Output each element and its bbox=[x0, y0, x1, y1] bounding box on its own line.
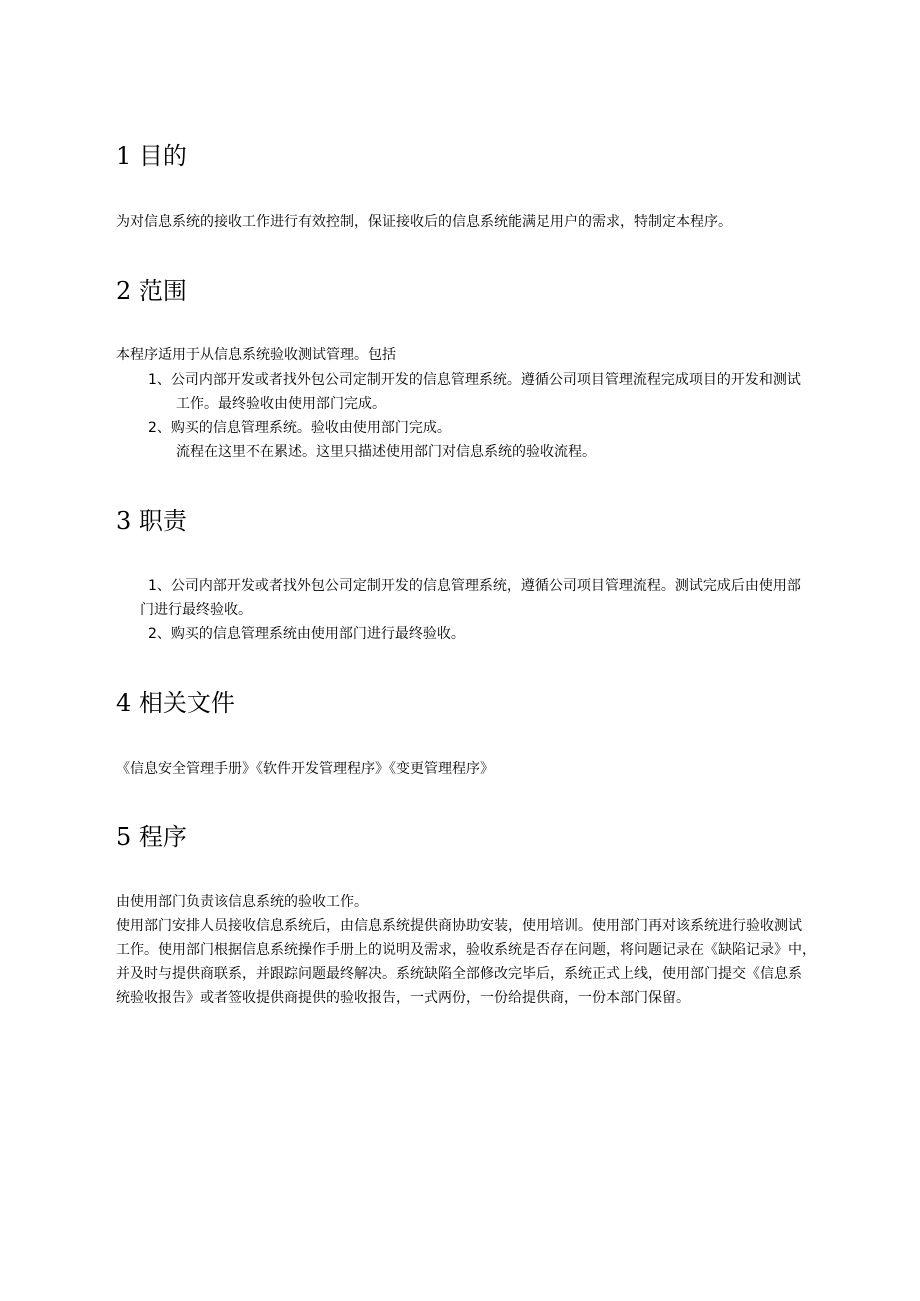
section-2-item-1-number: 1、 bbox=[148, 372, 171, 388]
section-5-line-1: 由使用部门负责该信息系统的验收工作。 bbox=[116, 894, 368, 910]
section-5-line-5: 统验收报告》或者签收提供商提供的验收报告，一式两份，一份给提供商，一份本部门保留。 bbox=[116, 990, 690, 1006]
section-5-heading: 5 程序 bbox=[116, 823, 187, 851]
section-2-heading: 2 范围 bbox=[116, 277, 187, 305]
section-2-item-1-text: 公司内部开发或者找外包公司定制开发的信息管理系统。遵循公司项目管理流程完成项目的开发和测试 bbox=[170, 372, 801, 388]
section-5-line-2: 使用部门安排人员接收信息系统后，由信息系统提供商协助安装，使用培训。使用部门再对该系统进行验收测试 bbox=[116, 918, 802, 934]
section-1-heading: 1 目的 bbox=[116, 142, 187, 170]
section-3-item-2-text: 购买的信息管理系统由使用部门进行最终验收。 bbox=[170, 626, 465, 642]
section-2-item-2-text: 购买的信息管理系统。验收由使用部门完成。 bbox=[170, 420, 451, 436]
section-3-item-1 bbox=[148, 574, 801, 598]
section-3-item-2-number: 2、 bbox=[148, 626, 171, 642]
section-1-text: 为对信息系统的接收工作进行有效控制，保证接收后的信息系统能满足用户的需求，特制定本程序。 bbox=[116, 214, 732, 230]
section-2-intro: 本程序适用于从信息系统验收测试管理。包括 bbox=[116, 347, 396, 363]
section-3-item-1-continuation: 门进行最终验收。 bbox=[140, 602, 252, 618]
section-2-note: 流程在这里不在累述。这里只描述使用部门对信息系统的验收流程。 bbox=[176, 444, 596, 460]
section-3-item-1-number: 1、 bbox=[148, 578, 171, 594]
section-3-item-2 bbox=[148, 622, 465, 646]
section-2-item-1-continuation: 工作。最终验收由使用部门完成。 bbox=[176, 396, 386, 412]
section-4-heading: 4 相关文件 bbox=[116, 689, 235, 717]
section-2-item-2 bbox=[148, 416, 451, 440]
section-2-item-2-number: 2、 bbox=[148, 420, 171, 436]
section-5-line-3: 工作。使用部门根据信息系统操作手册上的说明及需求，验收系统是否存在问题，将问题记录在《缺陷记录》中， bbox=[116, 942, 816, 958]
section-3-item-1-text: 公司内部开发或者找外包公司定制开发的信息管理系统，遵循公司项目管理流程。测试完成后由使用部 bbox=[170, 578, 801, 594]
section-3-heading: 3 职责 bbox=[116, 507, 187, 535]
section-2-item-1 bbox=[148, 368, 801, 392]
section-5-line-4: 并及时与提供商联系，并跟踪问题最终解决。系统缺陷全部修改完毕后，系统正式上线，使用部门提交《信息系 bbox=[116, 966, 802, 982]
section-4-text: 《信息安全管理手册》《软件开发管理程序》《变更管理程序》 bbox=[116, 761, 494, 777]
